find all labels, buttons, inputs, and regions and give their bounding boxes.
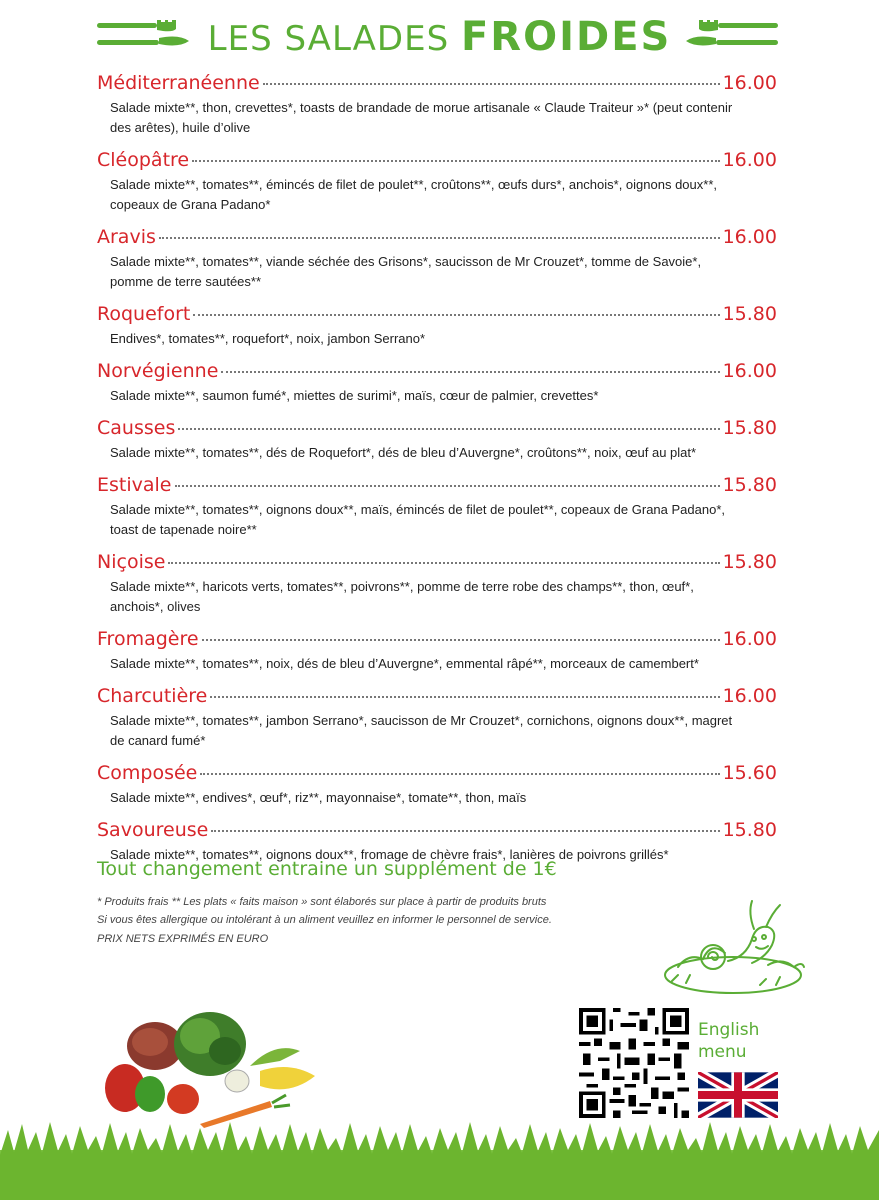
dot-leader — [211, 830, 719, 832]
dot-leader — [159, 237, 720, 239]
item-name: Charcutière — [97, 685, 208, 707]
item-name: Estivale — [97, 474, 172, 496]
item-price: 16.00 — [722, 149, 777, 171]
fork-knife-icon — [682, 18, 778, 52]
item-name: Fromagère — [97, 628, 199, 650]
english-menu-label[interactable] — [698, 1019, 759, 1063]
item-name: Niçoise — [97, 551, 166, 573]
item-description: Salade mixte**, tomates**, noix, dés de bleu d’Auvergne*, emmental râpé**, morceaux de camembert* — [110, 656, 699, 671]
item-description: Salade mixte**, endives*, œuf*, riz**, mayonnaise*, tomate**, thon, maïs — [110, 790, 527, 805]
dot-leader — [210, 696, 719, 698]
item-name: Norvégienne — [97, 360, 219, 382]
menu-item — [97, 762, 777, 808]
item-description: Salade mixte**, tomates**, oignons doux**, maïs, émincés de filet de poulet**, copeaux de Grana Padano*, toast de tapenade noire** — [110, 502, 725, 537]
menu-item — [97, 360, 777, 406]
footnote-line-1: * Produits frais ** Les plats « faits maison » sont élaborés sur place à partir de produits bruts — [97, 896, 547, 908]
header — [0, 10, 879, 60]
dot-leader — [193, 314, 719, 316]
dot-leader — [200, 773, 719, 775]
dot-leader — [178, 428, 719, 430]
menu-item — [97, 226, 777, 292]
item-description: Salade mixte**, tomates**, dés de Roquefort*, dés de bleu d’Auvergne*, croûtons**, noix, œuf au plat* — [110, 445, 697, 460]
salad-menu-list — [97, 72, 777, 876]
footnote-line-2: Si vous êtes allergique ou intolérant à un aliment veuillez en informer le personnel de service. — [97, 914, 552, 926]
english-menu-line-2: menu — [698, 1042, 747, 1062]
item-description: Salade mixte**, thon, crevettes*, toasts de brandade de morue artisanale « Claude Traiteur »* (peut contenir des arêtes), huile d’olive — [110, 100, 733, 135]
item-price: 15.80 — [722, 417, 777, 439]
item-price: 16.00 — [722, 360, 777, 382]
dot-leader — [175, 485, 720, 487]
dot-leader — [168, 562, 719, 564]
title-part-2: FROIDES — [460, 14, 672, 60]
item-price: 15.80 — [722, 474, 777, 496]
footnotes — [97, 893, 552, 929]
item-description: Salade mixte**, tomates**, oignons doux**, fromage de chèvre frais*, lanières de poivrons grillés* — [110, 847, 669, 862]
menu-item — [97, 685, 777, 751]
item-description: Salade mixte**, tomates**, jambon Serrano*, saucisson de Mr Crouzet*, cornichons, oignons doux**, magret de canard fumé* — [110, 713, 733, 748]
item-name: Cléopâtre — [97, 149, 190, 171]
item-price: 16.00 — [722, 226, 777, 248]
item-description: Salade mixte**, saumon fumé*, miettes de surimi*, maïs, cœur de palmier, crevettes* — [110, 388, 599, 403]
item-name: Causses — [97, 417, 176, 439]
menu-item — [97, 417, 777, 463]
menu-item — [97, 474, 777, 540]
item-price: 15.60 — [722, 762, 777, 784]
title-part-1: LES SALADES — [207, 19, 450, 59]
item-price: 16.00 — [722, 72, 777, 94]
english-menu-line-1: English — [698, 1020, 760, 1040]
grass-decoration — [0, 1120, 879, 1200]
menu-item — [97, 303, 777, 349]
item-name: Savoureuse — [97, 819, 209, 841]
dot-leader — [202, 639, 720, 641]
menu-item — [97, 72, 777, 138]
item-price: 16.00 — [722, 685, 777, 707]
qr-code-icon[interactable] — [579, 1008, 689, 1118]
menu-item — [97, 149, 777, 215]
item-description: Salade mixte**, tomates**, émincés de filet de poulet**, croûtons**, œufs durs*, anchois*, oignons doux**, copeaux de Grana Padano* — [110, 177, 718, 212]
vegetables-illustration — [100, 1006, 330, 1131]
menu-item — [97, 628, 777, 674]
supplement-notice: Tout changement entraine un supplément de 1€ — [97, 858, 557, 880]
menu-item — [97, 551, 777, 617]
item-name: Méditerranéenne — [97, 72, 260, 94]
item-description: Salade mixte**, haricots verts, tomates**, poivrons**, pomme de terre robe des champs**, thon, œuf*, anchois*, olives — [110, 579, 694, 614]
item-price: 15.80 — [722, 303, 777, 325]
item-description: Salade mixte**, tomates**, viande séchée des Grisons*, saucisson de Mr Crouzet*, tomme de Savoie*, pomme de terre sautées** — [110, 254, 702, 289]
item-name: Aravis — [97, 226, 156, 248]
item-price: 15.80 — [722, 551, 777, 573]
uk-flag-icon[interactable] — [698, 1072, 778, 1118]
item-name: Composée — [97, 762, 198, 784]
prices-note: PRIX NETS EXPRIMÉS EN EURO — [97, 933, 269, 945]
snail-icon — [658, 895, 808, 1005]
item-price: 16.00 — [722, 628, 777, 650]
dot-leader — [221, 371, 719, 373]
item-name: Roquefort — [97, 303, 191, 325]
dot-leader — [263, 83, 720, 85]
dot-leader — [192, 160, 719, 162]
item-description: Endives*, tomates**, roquefort*, noix, jambon Serrano* — [110, 331, 426, 346]
item-price: 15.80 — [722, 819, 777, 841]
